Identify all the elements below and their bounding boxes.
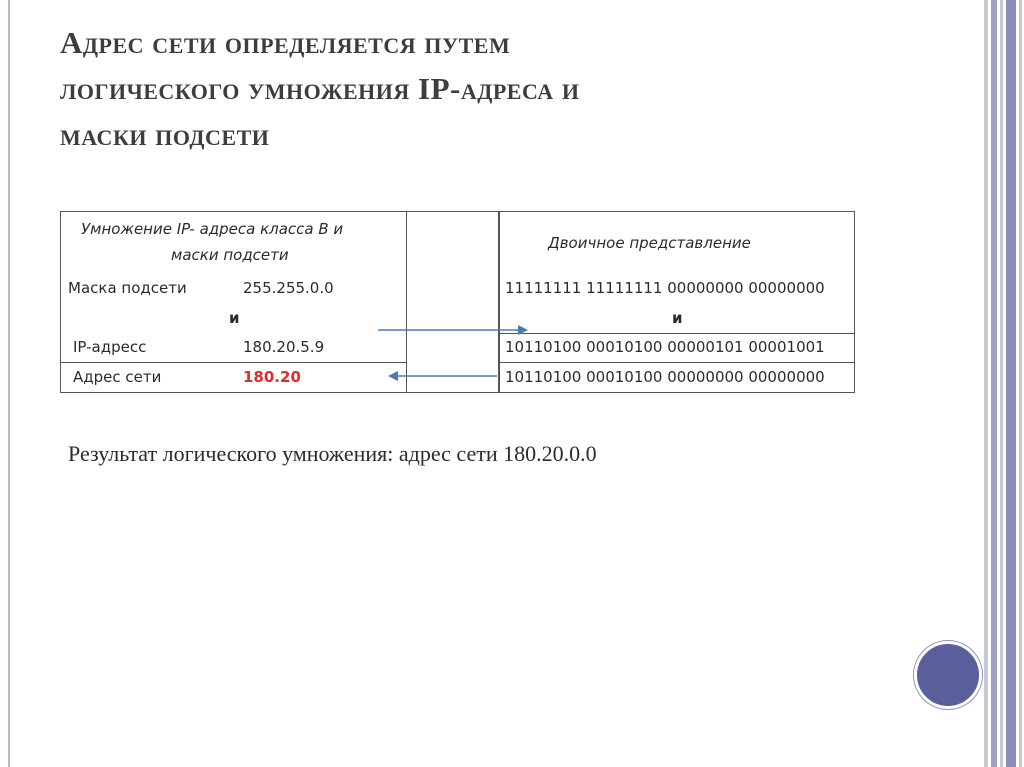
- ip-multiplication-table: [60, 211, 855, 393]
- network-value: 180.20: [243, 368, 301, 386]
- left-header-line-1: Умножение IP- адреса класса В и: [81, 220, 344, 238]
- ip-value: 180.20.5.9: [243, 338, 325, 356]
- and-operator-right: и: [672, 309, 683, 327]
- left-header-line-2: маски подсети: [171, 246, 289, 264]
- and-operator-left: и: [229, 309, 240, 327]
- network-binary: 10110100 00010100 00000000 00000000: [505, 368, 825, 386]
- ip-binary: 10110100 00010100 00000101 00001001: [505, 338, 825, 356]
- result-text: Результат логического умножения: адрес сети 180.20.0.0: [68, 441, 597, 466]
- right-decorative-stripes: [982, 0, 1024, 767]
- right-arrow-icon: [378, 325, 528, 335]
- mask-label: Маска подсети: [68, 279, 187, 297]
- network-label: Адрес сети: [73, 368, 162, 386]
- title-line-3: маски подсети: [60, 117, 270, 152]
- left-arrow-icon: [388, 371, 497, 381]
- title-line-1: Адрес сети определяется путем: [60, 25, 511, 60]
- right-header: Двоичное представление: [548, 234, 751, 252]
- decorative-circle: [914, 641, 982, 709]
- mask-binary: 11111111 11111111 00000000 00000000: [505, 279, 825, 297]
- mask-value: 255.255.0.0: [243, 279, 334, 297]
- title-line-2: логического умножения IP-адреса и: [60, 71, 580, 106]
- arrows-overlay: [60, 211, 855, 393]
- ip-label: IP-адресс: [73, 338, 147, 356]
- left-border-line: [8, 0, 10, 767]
- slide-title: [60, 20, 900, 158]
